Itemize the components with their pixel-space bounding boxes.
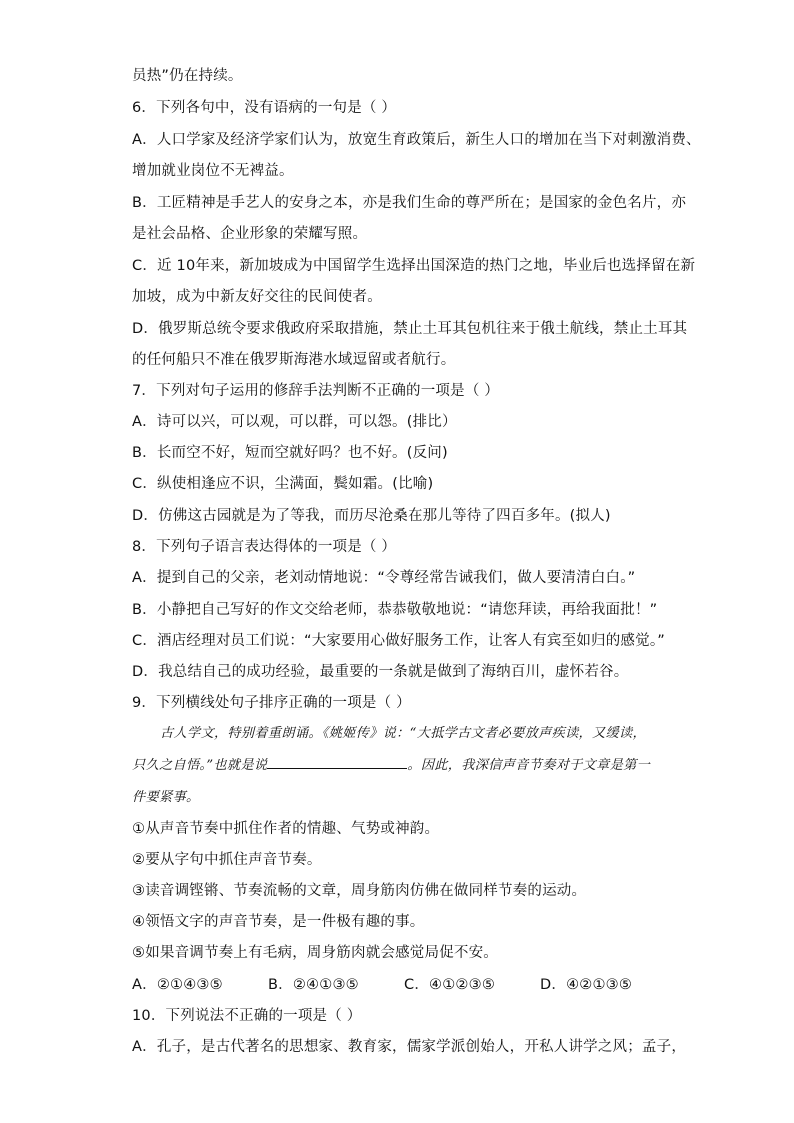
option-6b-line1: B．工匠精神是手艺人的安身之本，亦是我们生命的尊严所在；是国家的金色名片，亦: [132, 195, 687, 211]
option-6a-line2: 增加就业岗位不无裨益。: [132, 163, 294, 179]
option-8c: C．酒店经理对员工们说：“大家要用心做好服务工作，让客人有宾至如归的感觉。”: [132, 633, 665, 649]
option-8a: A．提到自己的父亲，老刘动情地说：“令尊经常告诫我们，做人要清清白白。”: [132, 570, 636, 586]
passage-line2: [132, 754, 677, 773]
text-line: 员热”仍在持续。: [132, 68, 243, 84]
question-6-stem: 6．下列各句中，没有语病的一句是（ ）: [132, 100, 397, 116]
option-8d: D．我总结自己的成功经验，最重要的一条就是做到了海纳百川，虚怀若谷。: [132, 664, 629, 680]
option-7d: D．仿佛这古园就是为了等我，而历尽沧桑在那儿等待了四百多年。(拟人): [132, 508, 611, 524]
question-9-stem: 9．下列横线处句子排序正确的一项是（ ）: [132, 695, 411, 711]
option-9b[interactable]: B．②④①③⑤: [268, 977, 359, 993]
passage-text: 。因此，我深信声音节奏对于文章是第一: [407, 758, 651, 773]
option-8b: B．小静把自己写好的作文交给老师，恭恭敬敬地说：“请您拜读，再给我面批！”: [132, 602, 658, 618]
list-item: ②要从字句中抓住声音节奏。: [132, 852, 322, 868]
question-10-stem: 10．下列说法不正确的一项是（ ）: [132, 1008, 362, 1024]
passage-line3: 件要紧事。: [132, 790, 200, 805]
passage-line1: 古人学文，特别着重朗诵。《姚姬传》说：“大抵学古文者必要放声疾读，又缓读，: [160, 726, 646, 741]
question-9-options: [132, 973, 677, 994]
option-6c-line1: C．近 10年来，新加坡成为中国留学生选择出国深造的热门之地，毕业后也选择留在新: [132, 258, 696, 274]
list-item: ④领悟文字的声音节奏，是一件极有趣的事。: [132, 914, 425, 930]
option-7b: B．长而空不好，短而空就好吗？也不好。(反问): [132, 445, 448, 461]
list-item: ①从声音节奏中抓住作者的情趣、气势或神韵。: [132, 821, 440, 837]
option-10a-line1: A．孔子，是古代著名的思想家、教育家，儒家学派创始人，开私人讲学之风；孟子，: [132, 1039, 687, 1055]
passage-text: 只久之自悟。”也就是说: [132, 758, 268, 773]
list-item: ③读音调铿锵、节奏流畅的文章，周身筋肉仿佛在做同样节奏的运动。: [132, 883, 587, 899]
option-6d-line1: D．俄罗斯总统令要求俄政府采取措施，禁止土耳其包机往来于俄土航线，禁止土耳其: [132, 321, 688, 337]
list-item: ⑤如果音调节奏上有毛病，周身筋肉就会感觉局促不安。: [132, 945, 498, 961]
question-7-stem: 7．下列对句子运用的修辞手法判断不正确的一项是（ ）: [132, 383, 500, 399]
option-6a-line1: A．人口学家及经济学家们认为，放宽生育政策后，新生人口的增加在当下对刺激消费、: [132, 132, 701, 148]
option-6b-line2: 是社会品格、企业形象的荣耀写照。: [132, 226, 368, 242]
option-6d-line2: 的任何船只不准在俄罗斯海港水域逗留或者航行。: [132, 352, 456, 368]
option-7a: A．诗可以兴，可以观，可以群，可以怨。(排比）: [132, 414, 457, 430]
option-9a[interactable]: A．②①④③⑤: [132, 977, 223, 993]
option-9c[interactable]: C．④①②③⑤: [404, 977, 496, 993]
option-6c-line2: 加坡，成为中新友好交往的民间使者。: [132, 289, 382, 305]
option-9d[interactable]: D．④②①③⑤: [540, 977, 633, 993]
option-7c: C．纵使相逢应不识，尘满面，鬓如霜。(比喻): [132, 476, 434, 492]
answer-blank[interactable]: [267, 756, 407, 769]
question-8-stem: 8．下列句子语言表达得体的一项是（ ）: [132, 539, 397, 555]
